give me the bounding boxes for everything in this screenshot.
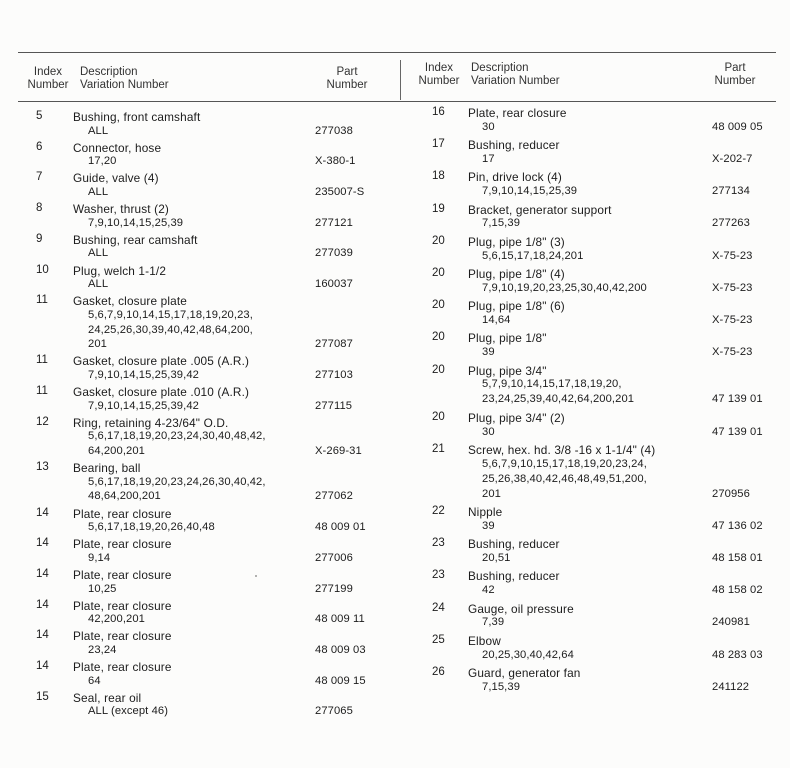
entry-description: Guard, generator fan — [468, 665, 581, 680]
entry-description: Bearing, ball — [73, 461, 141, 476]
entry-index-number: 13 — [36, 461, 49, 474]
entry-variation-numbers: 7,39 — [482, 616, 505, 629]
entry-variation-numbers: 7,15,39 — [482, 217, 521, 230]
entry-variation-numbers: 23,24,25,39,40,42,64,200,201 — [482, 393, 635, 406]
entry-index-number: 12 — [36, 415, 49, 428]
entry-variation-numbers: 7,9,10,14,15,25,39,42 — [88, 368, 199, 381]
entry-part-number: 277115 — [315, 399, 353, 412]
header-variation-label: Variation Number — [471, 75, 560, 87]
entry-description: Gasket, closure plate — [73, 294, 187, 309]
entry-index-number: 20 — [432, 363, 445, 376]
entry-description: Gasket, closure plate .005 (A.R.) — [73, 354, 250, 369]
header-index-label: Index — [33, 66, 63, 78]
header-description-label: Description — [80, 66, 138, 78]
entry-part-number: 240981 — [712, 616, 750, 629]
entry-description: Bushing, reducer — [468, 138, 560, 153]
entry-description: Ring, retaining 4-23/64" O.D. — [73, 415, 229, 430]
entry-variation-numbers: 20,25,30,40,42,64 — [482, 648, 574, 661]
entry-part-number: 277065 — [315, 705, 353, 718]
entry-part-number: 48 009 01 — [315, 521, 366, 534]
entry-part-number: X-380-1 — [315, 155, 356, 168]
entry-part-number: 277006 — [315, 551, 353, 564]
entry-index-number: 11 — [36, 354, 48, 367]
entry-part-number: 241122 — [712, 680, 750, 693]
entry-variation-numbers: 5,6,15,17,18,24,201 — [482, 249, 584, 262]
entry-variation-numbers: 17,20 — [88, 155, 117, 168]
entry-description: Bushing, reducer — [468, 569, 560, 584]
entry-description: Bracket, generator support — [468, 202, 612, 217]
entry-index-number: 14 — [36, 537, 49, 550]
entry-description: Plug, pipe 1/8" — [468, 331, 547, 346]
entry-part-number: 277199 — [315, 582, 353, 595]
entry-index-number: 20 — [432, 331, 445, 344]
entry-part-number: 277039 — [315, 247, 353, 260]
entry-part-number: 47 136 02 — [712, 519, 763, 532]
entry-variation-numbers: 10,25 — [88, 582, 117, 595]
entry-variation-numbers: ALL — [88, 247, 109, 260]
entry-description: Screw, hex. hd. 3/8 -16 x 1-1/4" (4) — [468, 442, 656, 457]
entry-part-number: X-269-31 — [315, 445, 362, 458]
entry-variation-numbers: 42,200,201 — [88, 613, 145, 626]
entry-variation-numbers: 9,14 — [88, 551, 111, 564]
entry-part-number: 277121 — [315, 216, 353, 229]
entry-part-number: 48 009 15 — [315, 674, 366, 687]
entry-description: Gasket, closure plate .010 (A.R.) — [73, 385, 250, 399]
entry-part-number: 235007-S — [315, 186, 365, 199]
header-part-label: Part — [336, 66, 358, 78]
entry-description: Plug, pipe 1/8" (4) — [468, 267, 565, 281]
entry-part-number: X-75-23 — [712, 314, 753, 327]
entry-index-number: 15 — [36, 690, 49, 703]
entry-description: Plate, rear closure — [73, 567, 172, 582]
entry-index-number: 14 — [36, 567, 49, 580]
entry-index-number: 25 — [432, 633, 445, 646]
entry-index-number: 14 — [36, 629, 49, 642]
entry-variation-numbers: 48,64,200,201 — [88, 490, 161, 503]
entry-index-number: 20 — [432, 410, 445, 423]
entry-variation-numbers: 7,9,10,14,15,25,39,42 — [88, 399, 199, 412]
entry-variation-numbers: 20,51 — [482, 551, 511, 564]
entry-variation-numbers: ALL — [88, 186, 109, 199]
entry-variation-numbers: 24,25,26,30,39,40,42,48,64,200, — [88, 323, 253, 336]
left-header-description — [80, 66, 169, 92]
entry-description: Plate, rear closure — [73, 537, 172, 552]
entry-description: Plug, pipe 1/8" (3) — [468, 234, 565, 249]
entry-variation-numbers: 5,6,17,18,19,20,23,24,30,40,48,42, — [88, 430, 266, 443]
entry-variation-numbers: 17 — [482, 153, 495, 166]
entry-variation-numbers: 201 — [482, 487, 501, 500]
entry-index-number: 8 — [36, 202, 43, 215]
entry-variation-numbers: 42 — [482, 584, 495, 597]
entry-part-number: 47 139 01 — [712, 393, 763, 406]
header-column-divider — [400, 60, 401, 100]
entry-variation-numbers: 14,64 — [482, 314, 511, 327]
entry-part-number: 277087 — [315, 338, 353, 351]
entry-part-number: X-75-23 — [712, 249, 753, 262]
entry-index-number: 16 — [432, 106, 445, 118]
entry-part-number: 48 158 02 — [712, 584, 763, 597]
entry-part-number: 160037 — [315, 278, 353, 291]
header-part-label: Part — [724, 62, 746, 74]
entry-part-number: X-75-23 — [712, 346, 753, 359]
entry-index-number: 17 — [432, 138, 445, 151]
entry-description: Plug, pipe 3/4" — [468, 363, 547, 378]
right-header-description — [471, 62, 560, 88]
entry-part-number: 48 009 11 — [315, 613, 365, 626]
entry-variation-numbers: 5,6,7,9,10,14,15,17,18,19,20,23, — [88, 308, 253, 321]
entry-variation-numbers: 201 — [88, 338, 107, 351]
right-header-index — [412, 62, 466, 88]
entry-description: Gauge, oil pressure — [468, 601, 574, 616]
entry-description: Plug, welch 1-1/2 — [73, 263, 167, 278]
entry-variation-numbers: 39 — [482, 346, 495, 359]
entry-index-number: 11 — [36, 385, 48, 397]
entry-index-number: 5 — [36, 110, 43, 122]
entry-description: Washer, thrust (2) — [73, 202, 170, 217]
entry-index-number: 14 — [36, 660, 49, 672]
entry-part-number: 48 283 03 — [712, 648, 763, 661]
entry-variation-numbers: 39 — [482, 519, 495, 532]
header-number-label: Number — [27, 79, 69, 91]
entry-variation-numbers: 7,9,10,14,15,25,39 — [482, 185, 578, 198]
entry-index-number: 7 — [36, 171, 43, 184]
entry-part-number: X-202-7 — [712, 153, 753, 166]
entry-part-number: 48 009 03 — [315, 643, 366, 656]
right-header-part — [708, 62, 762, 88]
entry-variation-numbers: 30 — [482, 120, 495, 133]
header-bottom-rule — [18, 101, 776, 102]
entry-part-number: 47 139 01 — [712, 425, 763, 438]
entry-description: Plug, pipe 3/4" (2) — [468, 410, 565, 425]
entry-index-number: 10 — [36, 263, 49, 276]
entry-part-number: X-75-23 — [712, 281, 753, 294]
entry-description: Elbow — [468, 633, 501, 648]
entry-index-number: 19 — [432, 202, 445, 215]
entry-index-number: 11 — [36, 294, 48, 307]
header-index-label: Index — [424, 62, 454, 74]
entry-description: Plug, pipe 1/8" (6) — [468, 299, 565, 314]
header-part-number-label: Number — [326, 79, 368, 91]
header-description-label: Description — [471, 62, 529, 74]
left-header-index — [26, 66, 70, 92]
entry-index-number: 14 — [36, 506, 49, 519]
entry-description: Connector, hose — [73, 140, 162, 155]
entry-part-number: 277263 — [712, 217, 750, 230]
entry-index-number: 26 — [432, 665, 445, 678]
entry-variation-numbers: 7,15,39 — [482, 680, 521, 693]
entry-index-number: 22 — [432, 504, 445, 517]
entry-description: Plate, rear closure — [73, 506, 172, 521]
entry-index-number: 20 — [432, 267, 445, 279]
entry-description: Seal, rear oil — [73, 690, 142, 705]
entry-description: Nipple — [468, 504, 503, 519]
left-header-part — [320, 66, 374, 92]
entry-description: Plate, rear closure — [468, 106, 567, 120]
entry-index-number: 21 — [432, 442, 445, 455]
entry-variation-numbers: ALL (except 46) — [88, 705, 169, 718]
header-variation-label: Variation Number — [80, 79, 169, 91]
entry-part-number: 48 009 05 — [712, 120, 763, 133]
entry-variation-numbers: 5,6,17,18,19,20,23,24,26,30,40,42, — [88, 475, 266, 488]
entry-part-number: 277038 — [315, 124, 353, 137]
entry-part-number: 277062 — [315, 490, 353, 503]
entry-index-number: 23 — [432, 569, 445, 582]
entry-part-number: 48 158 01 — [712, 551, 763, 564]
entry-index-number: 18 — [432, 170, 445, 183]
header-number-label: Number — [418, 75, 460, 87]
entry-variation-numbers: 64 — [88, 674, 101, 687]
entry-index-number: 23 — [432, 537, 445, 550]
entry-part-number: 277103 — [315, 368, 353, 381]
entry-index-number: 20 — [432, 299, 445, 312]
entry-variation-numbers: 25,26,38,40,42,46,48,49,51,200, — [482, 472, 647, 485]
entry-index-number: 14 — [36, 598, 49, 611]
entry-variation-numbers: 5,6,7,9,10,15,17,18,19,20,23,24, — [482, 457, 647, 470]
entry-variation-numbers: 5,6,17,18,19,20,26,40,48 — [88, 521, 215, 534]
entry-index-number: 20 — [432, 234, 445, 247]
entry-variation-numbers: 7,9,10,14,15,25,39 — [88, 216, 184, 229]
entry-variation-numbers: 30 — [482, 425, 495, 438]
entry-part-number: 277134 — [712, 185, 750, 198]
entry-variation-numbers: 23,24 — [88, 643, 117, 656]
entry-description: Bushing, front camshaft — [73, 110, 201, 124]
entry-variation-numbers: 5,7,9,10,14,15,17,18,19,20, — [482, 378, 622, 391]
entry-part-number: 270956 — [712, 487, 750, 500]
entry-description: Plate, rear closure — [73, 660, 172, 674]
header-top-rule — [18, 52, 776, 53]
entry-description: Bushing, reducer — [468, 537, 560, 552]
entry-index-number: 6 — [36, 140, 43, 153]
header-part-number-label: Number — [714, 75, 756, 87]
print-speck — [255, 575, 257, 577]
entry-index-number: 9 — [36, 232, 43, 245]
entry-index-number: 24 — [432, 601, 445, 614]
entry-variation-numbers: ALL — [88, 124, 109, 137]
entry-variation-numbers: 64,200,201 — [88, 445, 145, 458]
entry-description: Plate, rear closure — [73, 629, 172, 644]
entry-description: Pin, drive lock (4) — [468, 170, 562, 185]
entry-description: Guide, valve (4) — [73, 171, 159, 186]
entry-variation-numbers: ALL — [88, 278, 109, 291]
entry-description: Bushing, rear camshaft — [73, 232, 198, 247]
entry-description: Plate, rear closure — [73, 598, 172, 613]
entry-variation-numbers: 7,9,10,19,20,23,25,30,40,42,200 — [482, 281, 647, 294]
